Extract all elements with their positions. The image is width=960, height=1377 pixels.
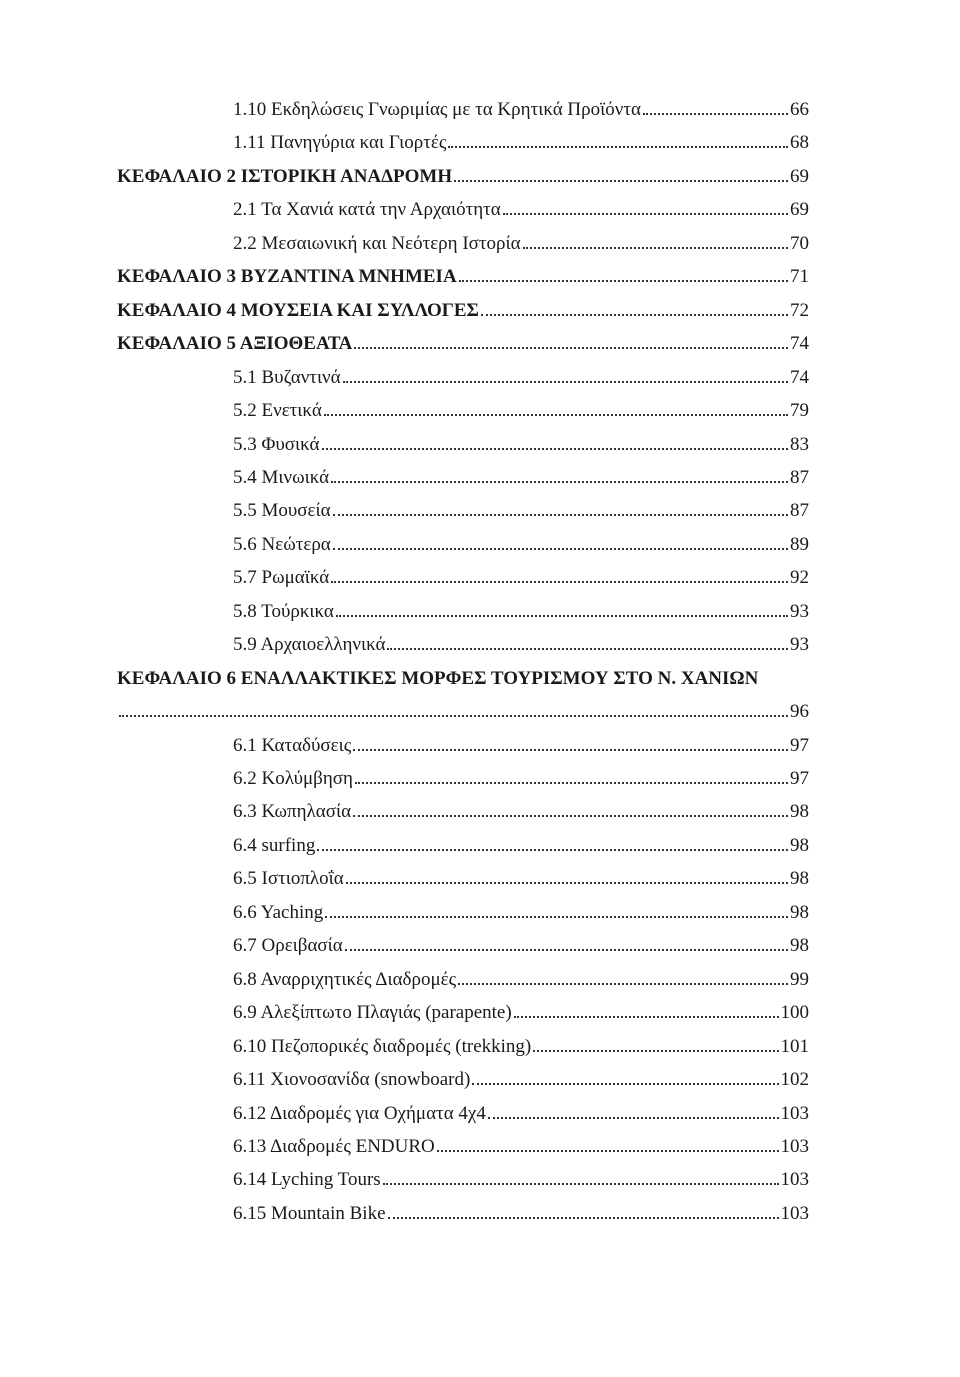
toc-entry-title: 6.2 Κολύμβηση	[233, 768, 353, 789]
toc-page-number: 93	[790, 600, 809, 622]
toc-page-number: 98	[790, 834, 809, 856]
toc-chapter-entry	[117, 165, 809, 189]
toc-page-number: 102	[780, 1069, 809, 1091]
toc-entry-title: 5.7 Ρωμαϊκά	[233, 567, 330, 589]
toc-page-number: 96	[790, 701, 809, 723]
dot-leader	[343, 381, 788, 383]
toc-page-number: 74	[790, 333, 809, 355]
dot-leader	[472, 1083, 778, 1085]
dot-leader	[317, 849, 788, 851]
toc-section-entry	[233, 1168, 809, 1192]
dot-leader	[503, 213, 788, 215]
dot-leader	[355, 782, 788, 784]
toc-page-number: 99	[790, 968, 809, 990]
toc-entry-title: ΚΕΦΑΛΑΙΟ 6 ΕΝΑΛΛΑΚΤΙΚΕΣ ΜΟΡΦΕΣ ΤΟΥΡΙΣΜΟΥ ΣΤΟ Ν. ΧΑΝΙΩΝ	[117, 667, 759, 689]
toc-section-entry	[233, 1068, 809, 1092]
toc-entry-title: 5.5 Μουσεία	[233, 500, 331, 522]
toc-section-entry	[233, 366, 809, 390]
toc-section-entry	[233, 433, 809, 457]
toc-entry-title: 6.11 Χιονοσανίδα (snowboard)	[233, 1069, 471, 1091]
toc-entry-title: 6.15 Mountain Bike	[233, 1202, 386, 1224]
toc-entry-title: 5.8 Τούρκικα	[233, 600, 334, 622]
dot-leader	[437, 1150, 779, 1152]
toc-entry-title: 6.9 Αλεξίπτωτο Πλαγιάς (parapente)	[233, 1002, 512, 1024]
toc-section-entry	[233, 734, 809, 758]
toc-entry-title: 6.12 Διαδρομές για Οχήματα 4χ4	[233, 1102, 486, 1124]
toc-entry-title: 5.1 Βυζαντινά	[233, 366, 341, 388]
dot-leader	[353, 749, 788, 751]
dot-leader	[119, 715, 788, 717]
dot-leader	[454, 180, 788, 182]
toc-section-entry	[233, 800, 809, 824]
toc-section-entry	[233, 767, 809, 791]
toc-page-number: 87	[790, 466, 809, 488]
toc-page-number: 87	[790, 500, 809, 522]
toc-section-entry	[233, 934, 809, 958]
toc-chapter-entry	[117, 332, 809, 356]
dot-leader	[336, 615, 788, 617]
toc-page-number: 68	[790, 132, 809, 154]
toc-entry-title: 5.2 Ενετικά	[233, 400, 322, 422]
toc-page-number: 97	[790, 768, 809, 789]
toc-entry-title: 1.10 Εκδηλώσεις Γνωριμίας με τα Κρητικά Προϊόντα	[233, 99, 641, 120]
toc-page-number: 89	[790, 533, 809, 555]
toc-page-number: 98	[790, 935, 809, 957]
toc-entry-title: 5.9 Αρχαιοελληνικά	[233, 634, 386, 656]
toc-page-number: 66	[790, 99, 809, 120]
dot-leader	[324, 414, 788, 416]
toc-page-number: 69	[790, 165, 809, 187]
toc-entry-title: 6.7 Ορειβασία	[233, 935, 343, 957]
toc-entry-title: 5.3 Φυσικά	[233, 433, 320, 455]
dot-leader	[643, 113, 788, 115]
toc-entry-title: 6.1 Καταδύσεις	[233, 734, 352, 756]
toc-page-number: 71	[790, 266, 809, 288]
toc-page-number: 101	[780, 1035, 809, 1057]
toc-section-entry	[233, 834, 809, 858]
dot-leader	[523, 247, 788, 249]
toc-entry-title: 2.2 Μεσαιωνική και Νεότερη Ιστορία	[233, 232, 521, 254]
dot-leader	[533, 1050, 778, 1052]
toc-page-number: 97	[790, 734, 809, 756]
dot-leader	[331, 581, 788, 583]
dot-leader	[388, 1217, 779, 1219]
toc-section-entry	[233, 1001, 809, 1025]
toc-page-number: 103	[780, 1135, 809, 1157]
toc-entry-title: 6.10 Πεζοπορικές διαδρομές (trekking)	[233, 1035, 532, 1057]
dot-leader	[383, 1183, 779, 1185]
dot-leader	[325, 916, 788, 918]
toc-page-number: 103	[780, 1169, 809, 1191]
dot-leader	[333, 548, 788, 550]
dot-leader	[331, 481, 788, 483]
toc-section-entry	[233, 232, 809, 256]
dot-leader	[322, 448, 788, 450]
toc-section-entry	[233, 1102, 809, 1126]
toc-entry-title: 6.14 Lyching Tours	[233, 1169, 381, 1191]
toc-entry-title: 5.6 Νεώτερα	[233, 533, 331, 555]
toc-entry-title: ΚΕΦΑΛΑΙΟ 5 ΑΞΙΟΘΕΑΤΑ	[117, 333, 353, 355]
dot-leader	[514, 1016, 779, 1018]
toc-section-entry	[233, 600, 809, 624]
toc-entry-title: 6.3 Κωπηλασία	[233, 801, 352, 823]
dot-leader	[353, 815, 788, 817]
dot-leader	[488, 1117, 779, 1119]
toc-section-entry	[233, 968, 809, 992]
toc-section-entry	[233, 566, 809, 590]
dot-leader	[387, 648, 788, 650]
toc-section-entry	[233, 466, 809, 490]
toc-page-number: 70	[790, 232, 809, 254]
toc-page-number: 79	[790, 400, 809, 422]
toc-page-number: 98	[790, 901, 809, 923]
toc-page-number: 72	[790, 299, 809, 321]
toc-section-entry	[233, 98, 809, 122]
toc-chapter-entry	[117, 700, 809, 724]
toc-entry-title: 1.11 Πανηγύρια και Γιορτές	[233, 132, 447, 154]
toc-entry-title: 6.4 surfing	[233, 834, 316, 856]
dot-leader	[459, 280, 788, 282]
toc-section-entry	[233, 901, 809, 925]
toc-entry-title: ΚΕΦΑΛΑΙΟ 3 ΒΥΖΑΝΤΙΝΑ ΜΝΗΜΕΙΑ	[117, 266, 457, 288]
toc-page-number: 98	[790, 868, 809, 890]
toc-chapter-entry	[117, 299, 809, 323]
dot-leader	[354, 347, 788, 349]
toc-page-number: 69	[790, 199, 809, 221]
toc-section-entry	[233, 198, 809, 222]
dot-leader	[481, 314, 788, 316]
toc-page-number: 92	[790, 567, 809, 589]
toc-entry-title: 6.5 Ιστιοπλοΐα	[233, 868, 344, 890]
toc-page-number: 103	[780, 1102, 809, 1124]
toc-section-entry	[233, 867, 809, 891]
toc-page-number: 98	[790, 801, 809, 823]
toc-page-number: 103	[780, 1202, 809, 1224]
toc-entry-title: 6.8 Αναρριχητικές Διαδρομές	[233, 968, 457, 990]
toc-section-entry	[233, 1135, 809, 1159]
toc-section-entry	[233, 1035, 809, 1059]
toc-section-entry	[233, 131, 809, 155]
dot-leader	[458, 983, 788, 985]
toc-page-number: 74	[790, 366, 809, 388]
toc-entry-title: 6.13 Διαδρομές ENDURO	[233, 1135, 435, 1157]
toc-page-number: 93	[790, 634, 809, 656]
dot-leader	[345, 949, 788, 951]
toc-section-entry	[233, 1202, 809, 1226]
toc-page-number: 83	[790, 433, 809, 455]
toc-chapter-entry	[117, 265, 809, 289]
toc-entry-title: ΚΕΦΑΛΑΙΟ 2 ΙΣΤΟΡΙΚΗ ΑΝΑΔΡΟΜΗ	[117, 165, 453, 187]
toc-page-number: 100	[780, 1002, 809, 1024]
dot-leader	[333, 514, 788, 516]
toc-section-entry	[233, 399, 809, 423]
toc-entry-title: 5.4 Μινωικά	[233, 466, 330, 488]
toc-section-entry	[233, 499, 809, 523]
toc-entry-title: 2.1 Τα Χανιά κατά την Αρχαιότητα	[233, 199, 501, 221]
toc-chapter-entry	[117, 667, 809, 691]
toc-entry-title: 6.6 Yaching	[233, 901, 324, 923]
toc-section-entry	[233, 633, 809, 657]
dot-leader	[448, 146, 788, 148]
toc-entry-title: ΚΕΦΑΛΑΙΟ 4 ΜΟΥΣΕΙΑ ΚΑΙ ΣΥΛΛΟΓΕΣ	[117, 299, 479, 321]
dot-leader	[346, 882, 788, 884]
toc-section-entry	[233, 533, 809, 557]
